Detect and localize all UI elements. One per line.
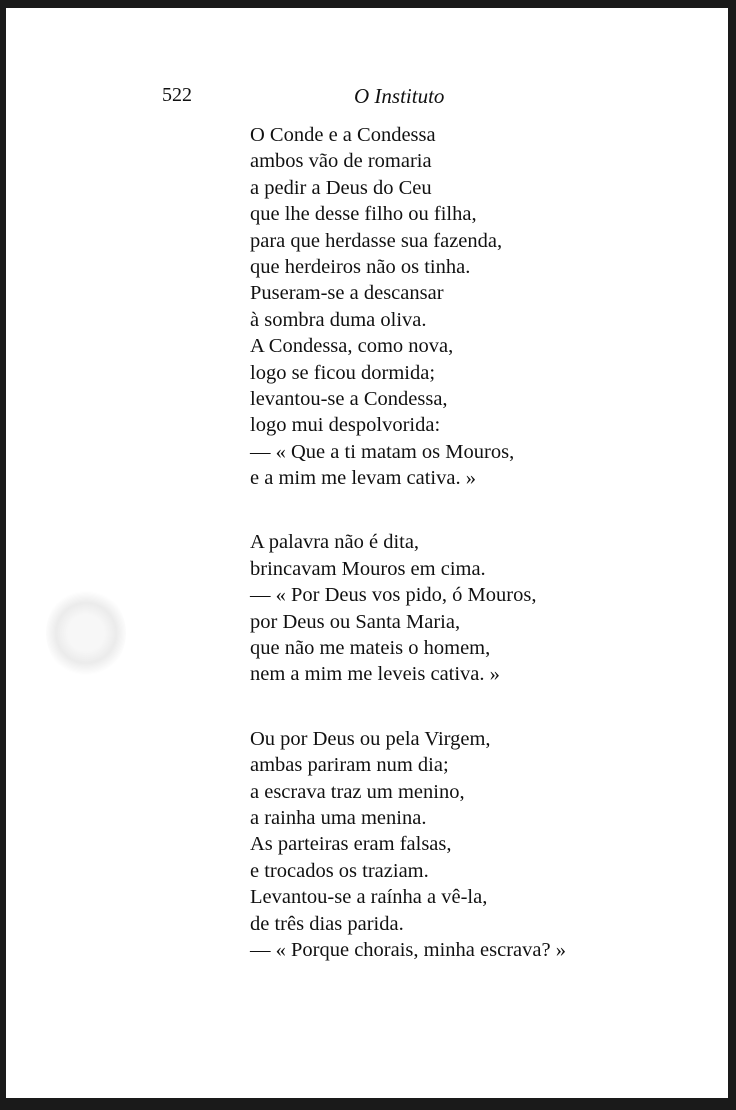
verse-line: que herdeiros não os tinha. [250, 255, 471, 278]
verse-line: nem a mim me leveis cativa. » [250, 663, 500, 686]
verse-line: logo mui despolvorida: [250, 414, 441, 437]
verse-line: Levantou-se a raínha a vê-la, [250, 886, 488, 909]
verse-line: para que herdasse sua fazenda, [250, 229, 503, 252]
verse-line: Ou por Deus ou pela Virgem, [250, 727, 491, 750]
verse-line: O Conde e a Condessa [250, 124, 436, 146]
verse-line: por Deus ou Santa Maria, [250, 610, 461, 633]
poem [250, 122, 566, 963]
verse-line: a pedir a Deus do Ceu [250, 176, 432, 199]
verse-line: A palavra não é dita, [250, 531, 420, 554]
stanza-1 [250, 122, 566, 491]
verse-line: brincavam Mouros em cima. [250, 557, 486, 580]
verse-line: — « Por Deus vos pido, ó Mouros, [250, 584, 537, 607]
verse-line: — « Que a ti matam os Mouros, [250, 440, 515, 463]
verse-line: à sombra duma oliva. [250, 308, 427, 331]
page-number: 522 [162, 84, 192, 106]
verse-line: As parteiras eram falsas, [250, 833, 452, 856]
running-title: O Instituto [354, 84, 445, 108]
paper-stain [46, 588, 126, 678]
verse-line: ambas pariram num dia; [250, 754, 449, 777]
page-header [6, 84, 728, 114]
verse-line: a escrava traz um menino, [250, 780, 465, 803]
verse-line: ambos vão de romaria [250, 150, 432, 173]
stanza-3 [250, 726, 566, 964]
book-page [6, 8, 728, 1098]
verse-line: logo se ficou dormida; [250, 361, 436, 384]
verse-line: — « Porque chorais, minha escrava? » [250, 938, 566, 961]
verse-line: de três dias parida. [250, 912, 404, 935]
verse-line: e a mim me levam cativa. » [250, 467, 476, 490]
verse-line: levantou-se a Condessa, [250, 387, 448, 410]
stanza-2 [250, 529, 566, 687]
verse-line: A Condessa, como nova, [250, 335, 454, 358]
verse-line: Puseram-se a descansar [250, 282, 444, 305]
verse-line: e trocados os traziam. [250, 859, 429, 882]
verse-line: a rainha uma menina. [250, 806, 427, 829]
verse-line: que lhe desse filho ou filha, [250, 203, 477, 226]
verse-line: que não me mateis o homem, [250, 637, 491, 660]
